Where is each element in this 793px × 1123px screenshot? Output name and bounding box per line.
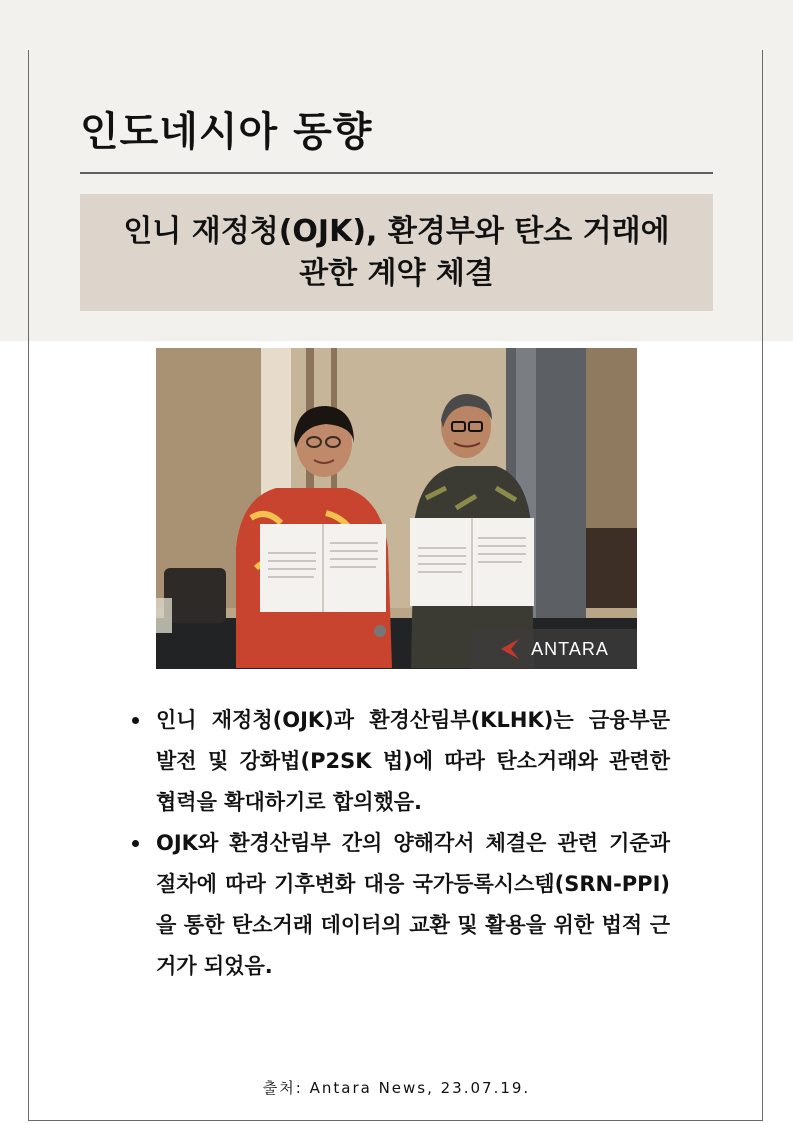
news-photo bbox=[156, 348, 637, 669]
summary-list bbox=[130, 700, 670, 987]
list-item bbox=[130, 700, 670, 823]
antara-logo-icon bbox=[499, 637, 525, 661]
title-divider bbox=[80, 172, 713, 174]
list-item-text: OJK와 환경산림부 간의 양해각서 체결은 관련 기준과 절차에 따라 기후변화 대응 국가등록시스템(SRN-PPI)을 통한 탄소거래 데이터의 교환 및 활용을 위한 법적 근거가 되었음. bbox=[156, 831, 670, 978]
headline: 인니 재정청(OJK), 환경부와 탄소 거래에 관한 계약 체결 bbox=[123, 213, 670, 291]
list-item-text: 인니 재정청(OJK)과 환경산림부(KLHK)는 금융부문 발전 및 강화법(P2SK 법)에 따라 탄소거래와 관련한 협력을 확대하기로 합의했음. bbox=[156, 708, 670, 814]
source-citation: 출처: Antara News, 23.07.19. bbox=[262, 1079, 531, 1097]
antara-wordmark: ANTARA bbox=[531, 638, 609, 659]
headline-box bbox=[80, 194, 713, 311]
photo-illustration bbox=[156, 348, 637, 669]
bullet-icon bbox=[132, 840, 139, 847]
list-item bbox=[130, 823, 670, 987]
antara-watermark bbox=[471, 629, 637, 669]
bullet-icon bbox=[132, 717, 139, 724]
section-title: 인도네시아 동향 bbox=[80, 109, 373, 155]
